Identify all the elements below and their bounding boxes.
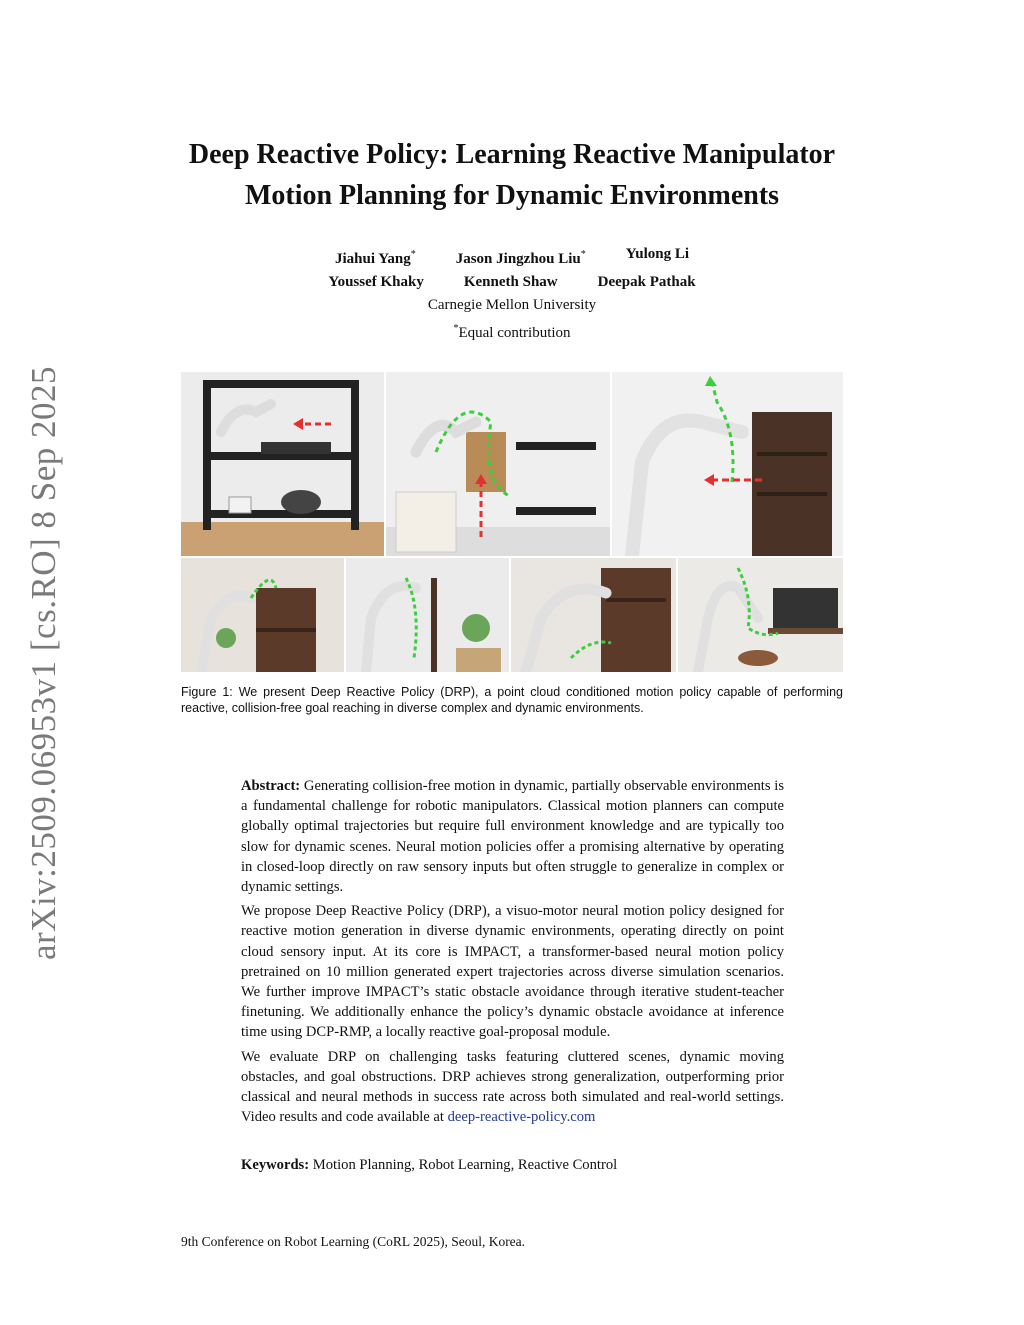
title-line-1: Deep Reactive Policy: Learning Reactive Manipulator [188,139,836,170]
keywords-label: Keywords: [241,1157,310,1173]
figure-1 [181,372,843,672]
figure-panel-shelf [181,372,384,556]
figure-panel-bottom-2 [346,558,509,672]
figure-panel-bottom-4 [678,558,843,672]
keywords-text: Motion Planning, Robot Learning, Reactive Control [312,1157,618,1173]
abstract-label: Abstract: [241,778,301,794]
equal-contribution-note: *Equal contribution [453,323,571,341]
figure-caption [181,684,843,716]
author-block [150,243,874,345]
abstract [241,776,784,1131]
affiliation: Carnegie Mellon University [427,297,597,313]
arxiv-stamp [22,365,66,960]
author-row-2 [150,271,874,294]
author-row-1 [150,243,874,271]
paper-title [150,134,874,216]
caption-text: We present Deep Reactive Policy (DRP), a point cloud conditioned motion policy capable of performing reactive, collision-free goal reaching in diverse complex and dynamic environments. [181,685,843,715]
author: Yulong Li [625,246,689,262]
arxiv-stamp-text: arXiv:2509.06953v1 [cs.RO] 8 Sep 2025 [24,365,64,960]
author: Jiahui Yang* [334,249,416,267]
abstract-paragraph-3: We evaluate DRP on challenging tasks featuring cluttered scenes, dynamic moving obstacles, and goal obstructions. DRP achieves strong generalization, outperforming prior classical and neural methods in success rate across both simulated and real-world settings. Video results and code available at deep-reactive-policy.com [241,1048,784,1126]
figure-panel-cabinet [612,372,843,556]
keywords [241,1157,784,1174]
abstract-paragraph-1: Abstract: Generating collision-free motion in dynamic, partially observable environments is a fundamental challenge for robotic manipulators. Classical motion planners can compute globally optimal trajectories but require full environment knowledge and are typically too slow for dynamic scenes. Neural motion policies offer a promising alternative by operating in closed-loop directly on raw sensory inputs but often struggle to generalize in complex or dynamic settings. [241,778,784,896]
project-link[interactable]: deep-reactive-policy.com [447,1109,596,1126]
author: Kenneth Shaw [463,274,558,290]
conference-footer: 9th Conference on Robot Learning (CoRL 2025), Seoul, Korea. [181,1234,526,1249]
figure-panel-bottom-3 [511,558,676,672]
figure-panel-obstacle [386,372,610,556]
figure-panel-bottom-1 [181,558,344,672]
abstract-paragraph-2: We propose Deep Reactive Policy (DRP), a visuo-motor neural motion policy designed for reactive motion generation in diverse dynamic environments, operating directly on point cloud sensory input. At its core is IMPACT, a transformer-based neural motion policy pretrained on 10 million generated expert trajectories across diverse simulation scenarios. We further improve IMPACT’s static obstacle avoidance through iterative student-teacher finetuning. We additionally enhance the policy’s dynamic obstacle avoidance at inference time using DCP-RMP, a locally reactive goal-proposal module. [241,903,784,1041]
caption-label: Figure 1: [181,685,233,699]
author: Deepak Pathak [597,274,696,290]
title-line-2: Motion Planning for Dynamic Environments [244,180,780,211]
author: Youssef Khaky [328,274,424,290]
author: Jason Jingzhou Liu* [455,249,586,267]
